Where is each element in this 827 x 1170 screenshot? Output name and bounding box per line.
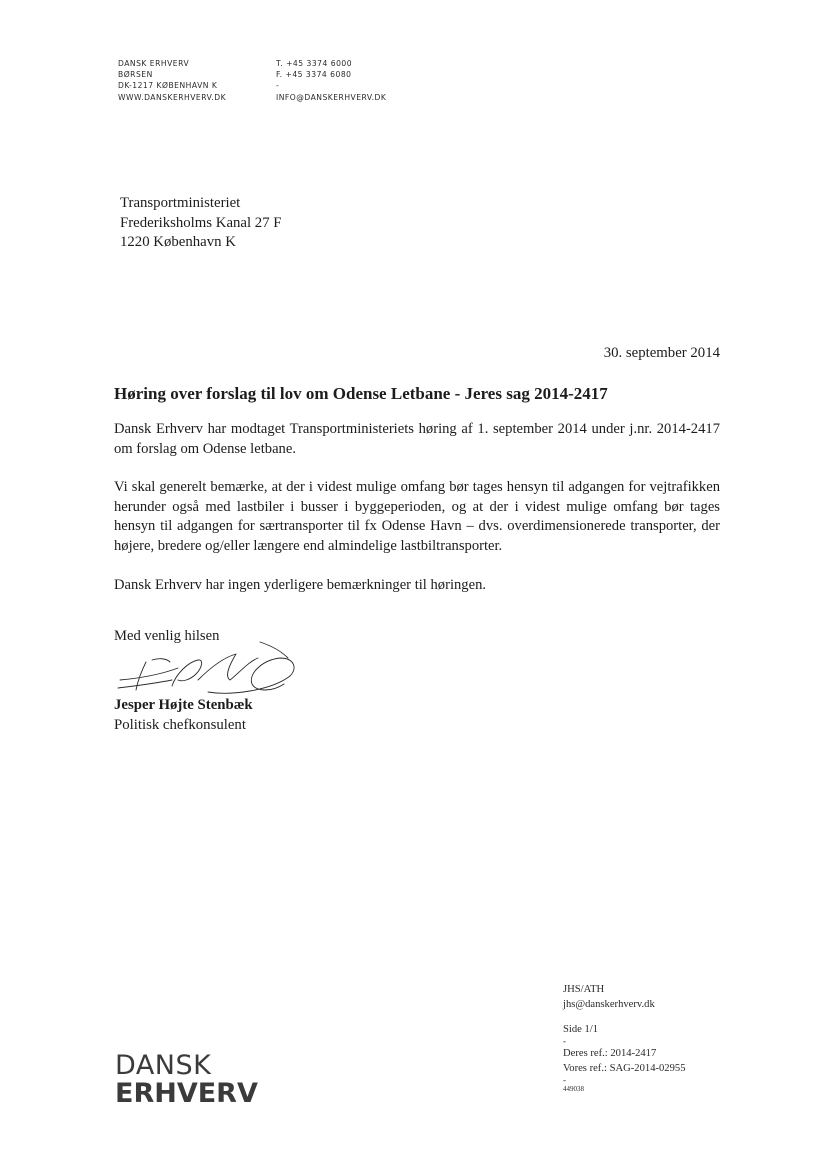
ref-email: jhs@danskerhverv.dk xyxy=(563,999,655,1010)
letterhead-phone: T. +45 3374 6000 xyxy=(276,59,353,68)
body-paragraph: Dansk Erhverv har ingen yderligere bemærkninger til høringen. xyxy=(114,576,487,593)
recipient-street: Frederiksholms Kanal 27 F xyxy=(120,214,282,231)
letterhead-company: DANSK ERHVERV xyxy=(118,59,190,68)
signature-drawing xyxy=(112,640,302,702)
letterhead-building: BØRSEN xyxy=(118,70,153,80)
signer-title: Politisk chefkonsulent xyxy=(114,716,246,733)
body-paragraph: Vi skal generelt bemærke, at der i videst mulige omfang bør tages hensyn til adgangen for vejtrafikken herunder også med lastbiler i busser i byggeperioden, og at der i videst mulige omfang bør tages hensyn til adgangen for særtransporter til fx Odense Havn – dvs. overdimensionerede transporter, der højere, bredere og/eller længere end almindelige lastbiltransporter. xyxy=(114,479,720,554)
closing-greeting: Med venlig hilsen xyxy=(114,628,220,644)
letterhead-contact xyxy=(276,58,386,103)
letter-body xyxy=(114,420,720,614)
recipient-address xyxy=(120,194,282,253)
logo-line-erhverv: ERHVERV xyxy=(115,1078,258,1109)
signer-block xyxy=(114,696,253,735)
ref-initials: JHS/ATH xyxy=(563,984,605,995)
company-logo xyxy=(115,1052,258,1107)
ref-deres: Deres ref.: 2014-2417 xyxy=(563,1048,657,1059)
letterhead-city: DK-1217 KØBENHAVN K xyxy=(118,81,218,91)
recipient-city: 1220 København K xyxy=(120,234,236,250)
letterhead-website: WWW.DANSKERHVERV.DK xyxy=(118,92,227,102)
ref-doc-number: 449038 xyxy=(563,1085,584,1093)
ref-page: Side 1/1 xyxy=(563,1024,599,1035)
letter-date: 30. september 2014 xyxy=(603,345,720,361)
ref-separator: - xyxy=(563,1036,566,1046)
body-paragraph: Dansk Erhverv har modtaget Transportministeriets høring af 1. september 2014 under j.nr. 2014-2417 om forslag om Odense letbane. xyxy=(114,421,720,457)
letterhead-fax: F. +45 3374 6080 xyxy=(276,70,352,80)
letterhead-separator: - xyxy=(276,81,280,91)
reference-block xyxy=(563,982,686,1094)
letterhead-address xyxy=(118,58,226,103)
letterhead-email: INFO@DANSKERHVERV.DK xyxy=(276,92,387,102)
signer-name: Jesper Højte Stenbæk xyxy=(114,697,253,713)
recipient-name: Transportministeriet xyxy=(120,195,241,211)
logo-line-dansk: DANSK xyxy=(115,1050,212,1081)
ref-vores: Vores ref.: SAG-2014-02955 xyxy=(563,1063,686,1074)
letter-subject: Høring over forslag til lov om Odense Letbane - Jeres sag 2014-2417 xyxy=(114,384,608,403)
ref-separator: - xyxy=(563,1075,566,1085)
